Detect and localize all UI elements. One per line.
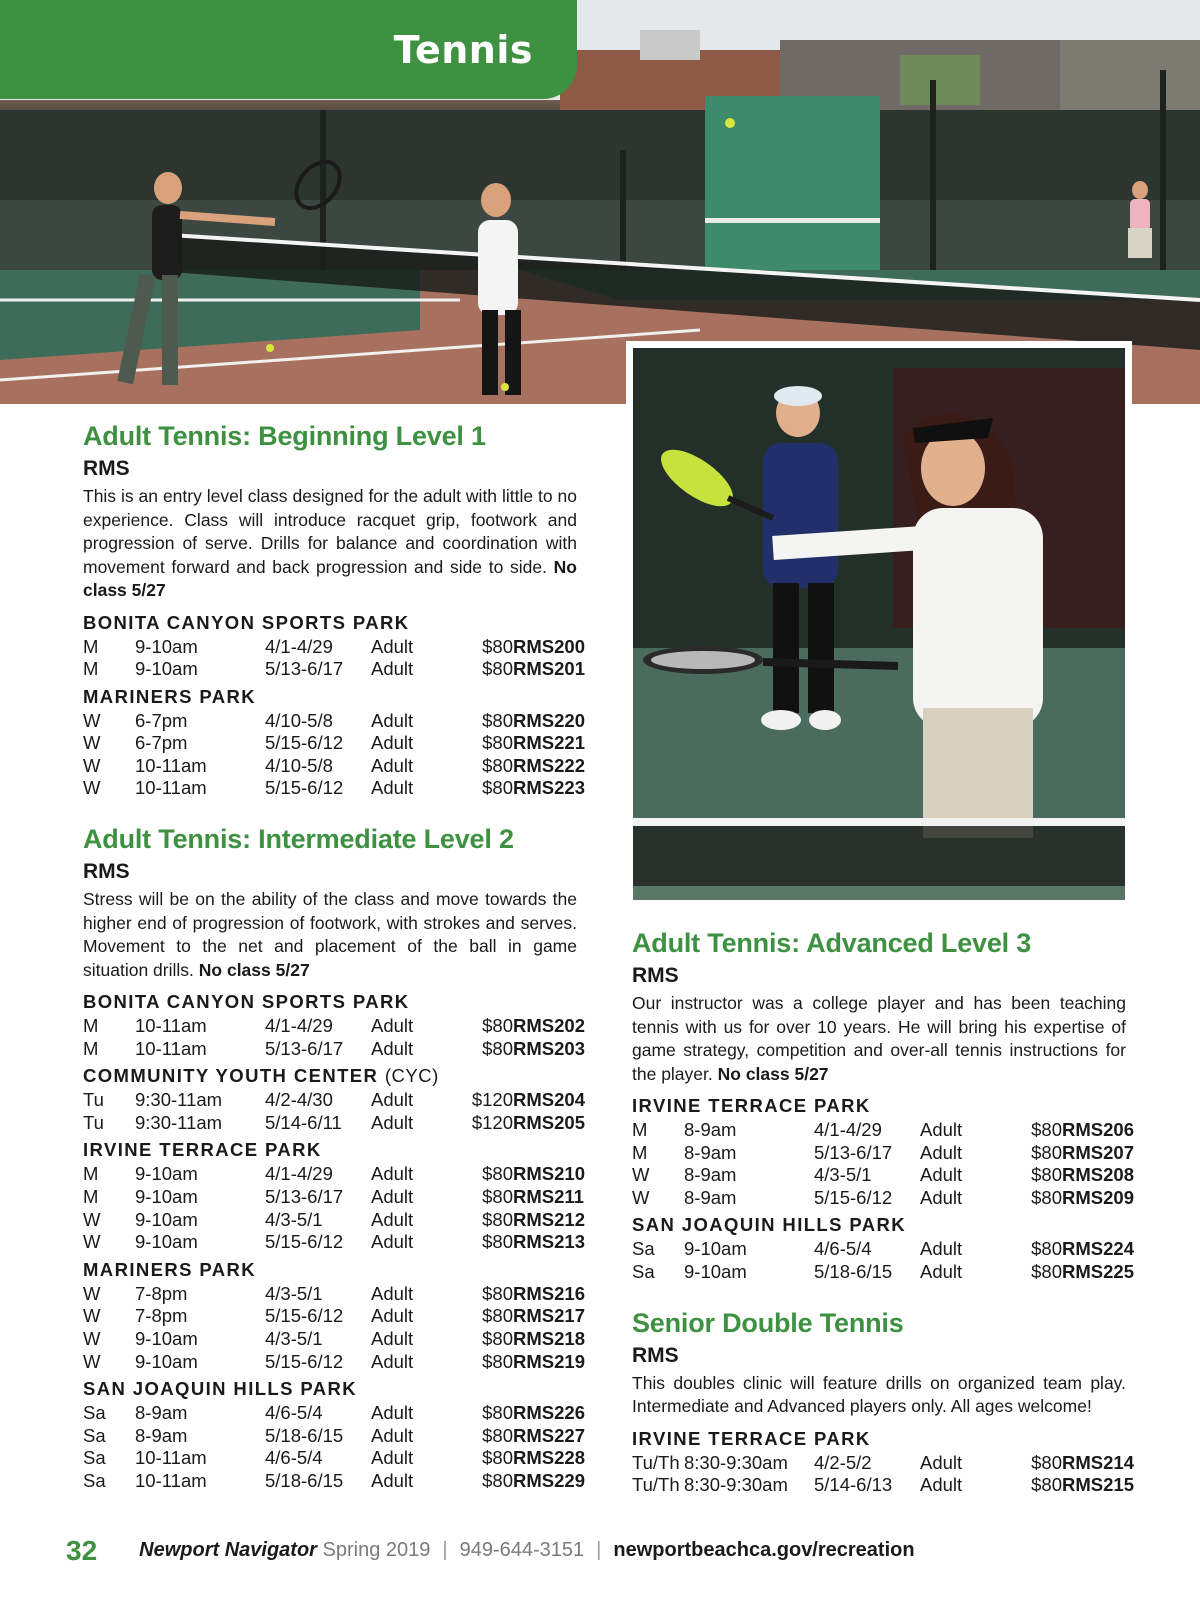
fee-cell: $80: [482, 754, 513, 776]
day-cell: Tu/Th: [632, 1451, 680, 1473]
course-code-cell: RMS210: [513, 1163, 585, 1185]
fee-cell: $80: [482, 1469, 513, 1491]
fee-cell: $80: [482, 1424, 513, 1446]
age-group-cell: Adult: [371, 635, 414, 657]
time-cell: 8-9am: [684, 1119, 737, 1140]
fee-cell: $80: [482, 1402, 513, 1424]
fee-cell: $80: [482, 1037, 513, 1059]
fee-cell: $80: [482, 1350, 513, 1372]
class-description: [83, 888, 577, 982]
course-code-cell: RMS203: [513, 1037, 585, 1059]
date-range-cell: 5/18-6/15: [265, 1424, 344, 1446]
day-cell: M: [83, 1015, 99, 1037]
class-description: [83, 485, 577, 603]
time-cell: 9-10am: [684, 1260, 747, 1282]
date-range-cell: 5/15-6/12: [814, 1186, 893, 1208]
fee-cell: $80: [482, 1305, 513, 1327]
time-cell: 9-10am: [135, 1231, 198, 1253]
age-group-cell: Adult: [371, 1111, 414, 1133]
day-cell: M: [83, 1163, 99, 1185]
schedule-row: [83, 1037, 585, 1061]
class-section: [632, 1306, 1134, 1497]
schedule-row: [83, 732, 585, 755]
park-name: IRVINE TERRACE PARK: [83, 1139, 322, 1161]
fee-cell: $80: [482, 1328, 513, 1349]
park-heading: [632, 1213, 1126, 1237]
day-cell: Tu: [83, 1111, 104, 1133]
page-footer: [66, 1533, 915, 1567]
description-text: This doubles clinic will feature drills on organized team play. Intermediate and Advanced players only. All ages welcome!: [632, 1372, 1126, 1417]
age-group-cell: Adult: [371, 1305, 414, 1327]
date-range-cell: 4/1-4/29: [265, 1163, 333, 1185]
age-group-cell: Adult: [920, 1238, 963, 1260]
fee-cell: $80: [1031, 1186, 1062, 1208]
course-code-cell: RMS220: [513, 709, 585, 731]
age-group-cell: Adult: [371, 658, 414, 680]
date-range-cell: 4/1-4/29: [265, 635, 333, 657]
age-group-cell: Adult: [371, 754, 414, 776]
day-cell: Tu: [83, 1089, 104, 1111]
date-range-cell: 4/6-5/4: [814, 1238, 872, 1260]
time-cell: 10-11am: [135, 1015, 207, 1037]
schedule-row: [83, 1402, 585, 1425]
park-heading: [83, 685, 577, 709]
time-cell: 9-10am: [135, 658, 198, 680]
course-code-cell: RMS215: [1062, 1474, 1134, 1496]
no-class-note: No class 5/27: [198, 959, 310, 980]
day-cell: W: [83, 754, 101, 776]
age-group-cell: Adult: [371, 1282, 414, 1304]
class-description: [632, 1372, 1126, 1419]
time-cell: 9-10am: [135, 1208, 198, 1230]
age-group-cell: Adult: [371, 1186, 414, 1208]
day-cell: Tu/Th: [632, 1474, 680, 1496]
age-group-cell: Adult: [371, 1037, 414, 1059]
class-title: Adult Tennis: Intermediate Level 2: [83, 824, 514, 855]
age-group-cell: Adult: [371, 1328, 414, 1349]
course-code-cell: RMS221: [513, 732, 585, 754]
schedule-row: [632, 1451, 1134, 1475]
date-range-cell: 5/15-6/12: [265, 777, 344, 799]
day-cell: M: [83, 658, 99, 680]
age-group-cell: Adult: [371, 1208, 414, 1230]
course-code-cell: RMS216: [513, 1282, 585, 1304]
schedule-row: [83, 777, 585, 800]
day-cell: Sa: [83, 1447, 106, 1469]
course-code-cell: RMS228: [513, 1447, 585, 1469]
age-group-cell: Adult: [920, 1186, 963, 1208]
class-section: [83, 822, 585, 1493]
class-code-prefix: RMS: [83, 860, 130, 884]
park-heading: [83, 1377, 577, 1401]
left-column: [83, 419, 585, 1515]
time-cell: 9:30-11am: [135, 1089, 223, 1111]
schedule-row: [83, 1447, 585, 1470]
time-cell: 8-9am: [135, 1402, 188, 1424]
course-code-cell: RMS229: [513, 1469, 585, 1491]
park-heading: [83, 1064, 577, 1088]
time-cell: 10-11am: [135, 1037, 207, 1059]
fee-cell: $80: [482, 1186, 513, 1208]
park-name: BONITA CANYON SPORTS PARK: [83, 991, 410, 1013]
description-text: This is an entry level class designed for the adult with little to no experience. Class will introduce racquet grip, footwork and progression of serve. Drills for balance and coordination with movement forward and back progression and side to side.: [83, 486, 577, 577]
day-cell: Sa: [83, 1469, 106, 1491]
date-range-cell: 5/15-6/12: [265, 732, 344, 754]
date-range-cell: 4/2-4/30: [265, 1089, 333, 1111]
fee-cell: $80: [482, 1282, 513, 1304]
date-range-cell: 4/3-5/1: [265, 1282, 323, 1304]
course-code-cell: RMS201: [513, 658, 585, 680]
schedule-row: [632, 1119, 1134, 1142]
age-group-cell: Adult: [371, 1231, 414, 1253]
no-class-note: No class 5/27: [83, 556, 577, 600]
class-title: Senior Double Tennis: [632, 1307, 904, 1338]
website-link[interactable]: newportbeachca.gov/recreation: [613, 1539, 915, 1561]
day-cell: W: [83, 1231, 101, 1253]
age-group-cell: Adult: [920, 1119, 963, 1140]
schedule-row: [632, 1141, 1134, 1165]
age-group-cell: Adult: [371, 777, 414, 799]
date-range-cell: 5/13-6/17: [265, 1186, 344, 1208]
fee-cell: $80: [1031, 1474, 1062, 1496]
day-cell: M: [632, 1119, 648, 1140]
time-cell: 10-11am: [135, 777, 207, 799]
schedule-row: [83, 1305, 585, 1328]
age-group-cell: Adult: [371, 1015, 414, 1037]
description-text: Stress will be on the ability of the class and move towards the higher end of progression of footwork, with strokes and serves. Movement to the net and placement of the ball in game situation drills.: [83, 889, 577, 980]
time-cell: 9:30-11am: [135, 1111, 223, 1133]
fee-cell: $80: [482, 732, 513, 754]
fee-cell: $80: [1031, 1164, 1062, 1186]
course-code-cell: RMS213: [513, 1231, 585, 1253]
fee-cell: $80: [1031, 1119, 1062, 1140]
course-code-cell: RMS208: [1062, 1164, 1134, 1186]
fee-cell: $80: [1031, 1238, 1062, 1260]
schedule-row: [83, 1350, 585, 1374]
fee-cell: $80: [482, 1231, 513, 1253]
course-code-cell: RMS225: [1062, 1260, 1134, 1282]
day-cell: W: [83, 1328, 101, 1349]
class-section: [632, 926, 1134, 1284]
time-cell: 7-8pm: [135, 1305, 188, 1327]
schedule-row: [83, 1111, 585, 1135]
course-code-cell: RMS209: [1062, 1186, 1134, 1208]
age-group-cell: Adult: [920, 1474, 963, 1496]
park-name: BONITA CANYON SPORTS PARK: [83, 611, 410, 633]
tennis-players-photo: [633, 348, 1125, 900]
inset-photo: [626, 341, 1132, 907]
course-code-cell: RMS219: [513, 1350, 585, 1372]
age-group-cell: Adult: [371, 1424, 414, 1446]
time-cell: 10-11am: [135, 754, 207, 776]
park-heading: [83, 1138, 577, 1162]
schedule-row: [632, 1186, 1134, 1210]
course-code-cell: RMS222: [513, 754, 585, 776]
schedule-row: [83, 1469, 585, 1493]
schedule-row: [632, 1164, 1134, 1187]
schedule-row: [83, 1208, 585, 1232]
day-cell: W: [632, 1186, 650, 1208]
date-range-cell: 4/10-5/8: [265, 709, 333, 731]
age-group-cell: Adult: [371, 709, 414, 731]
age-group-cell: Adult: [371, 1350, 414, 1372]
course-code-cell: RMS205: [513, 1111, 585, 1133]
age-group-cell: Adult: [371, 1402, 414, 1424]
fee-cell: $120: [471, 1089, 513, 1111]
schedule-row: [83, 1089, 585, 1112]
time-cell: 6-7pm: [135, 732, 188, 754]
day-cell: W: [83, 1350, 101, 1372]
date-range-cell: 4/1-4/29: [814, 1119, 882, 1140]
date-range-cell: 5/13-6/17: [265, 658, 344, 680]
time-cell: 8-9am: [684, 1186, 737, 1208]
class-code-prefix: RMS: [632, 964, 679, 987]
course-code-cell: RMS202: [513, 1015, 585, 1037]
fee-cell: $80: [482, 1208, 513, 1230]
course-code-cell: RMS218: [513, 1328, 585, 1349]
course-code-cell: RMS211: [513, 1186, 584, 1208]
time-cell: 9-10am: [135, 1350, 198, 1372]
park-name: COMMUNITY YOUTH CENTER: [83, 1065, 379, 1087]
day-cell: W: [83, 1208, 101, 1230]
course-code-cell: RMS206: [1062, 1119, 1134, 1140]
fee-cell: $80: [1031, 1141, 1062, 1163]
park-name: IRVINE TERRACE PARK: [632, 1095, 871, 1116]
park-name: IRVINE TERRACE PARK: [632, 1427, 871, 1449]
day-cell: Sa: [632, 1238, 655, 1260]
course-code-cell: RMS204: [513, 1089, 585, 1111]
course-code-cell: RMS200: [513, 635, 585, 657]
class-title: Adult Tennis: Advanced Level 3: [632, 928, 1032, 958]
date-range-cell: 4/10-5/8: [265, 754, 333, 776]
date-range-cell: 5/18-6/15: [265, 1469, 344, 1491]
course-code-cell: RMS214: [1062, 1451, 1134, 1473]
date-range-cell: 5/14-6/11: [265, 1111, 342, 1133]
right-column: [632, 926, 1134, 1519]
class-code-prefix: RMS: [632, 1343, 679, 1367]
class-code-prefix: RMS: [83, 457, 130, 480]
schedule-row: [83, 658, 585, 681]
course-code-cell: RMS226: [513, 1402, 585, 1424]
fee-cell: $80: [1031, 1451, 1062, 1473]
date-range-cell: 5/13-6/17: [814, 1141, 893, 1163]
date-range-cell: 5/13-6/17: [265, 1037, 344, 1059]
time-cell: 9-10am: [135, 1328, 198, 1349]
course-code-cell: RMS227: [513, 1424, 585, 1446]
fee-cell: $120: [471, 1111, 513, 1133]
time-cell: 6-7pm: [135, 709, 188, 731]
park-heading: [632, 1094, 1126, 1118]
time-cell: 8:30-9:30am: [684, 1451, 788, 1473]
page-title: Tennis: [393, 28, 533, 72]
schedule-row: [632, 1238, 1134, 1261]
time-cell: 10-11am: [135, 1469, 207, 1491]
course-code-cell: RMS224: [1062, 1238, 1134, 1260]
course-code-cell: RMS217: [513, 1305, 585, 1327]
date-range-cell: 5/14-6/13: [814, 1474, 893, 1496]
age-group-cell: Adult: [371, 1447, 414, 1469]
age-group-cell: Adult: [371, 1089, 414, 1111]
class-description: [632, 992, 1126, 1086]
time-cell: 8-9am: [135, 1424, 188, 1446]
age-group-cell: Adult: [371, 1469, 414, 1491]
no-class-note: No class 5/27: [717, 1063, 829, 1084]
schedule-row: [83, 709, 585, 733]
date-range-cell: 4/1-4/29: [265, 1015, 333, 1037]
date-range-cell: 5/15-6/12: [265, 1350, 344, 1372]
fee-cell: $80: [1031, 1260, 1062, 1282]
fee-cell: $80: [482, 658, 513, 680]
time-cell: 8-9am: [684, 1164, 737, 1186]
date-range-cell: 4/3-5/1: [814, 1164, 872, 1186]
schedule-row: [632, 1474, 1134, 1497]
day-cell: W: [632, 1164, 650, 1186]
class-title: Adult Tennis: Beginning Level 1: [83, 421, 486, 451]
age-group-cell: Adult: [920, 1451, 963, 1473]
time-cell: 8-9am: [684, 1141, 737, 1163]
park-heading: [83, 1258, 577, 1282]
day-cell: M: [632, 1141, 648, 1163]
schedule-row: [83, 1328, 585, 1351]
date-range-cell: 5/15-6/12: [265, 1231, 344, 1253]
date-range-cell: 5/15-6/12: [265, 1305, 344, 1327]
park-name: SAN JOAQUIN HILLS PARK: [83, 1378, 358, 1400]
schedule-row: [83, 1186, 584, 1209]
schedule-row: [83, 1424, 585, 1448]
date-range-cell: 4/3-5/1: [265, 1328, 323, 1349]
schedule-row: [83, 1015, 585, 1038]
day-cell: W: [83, 732, 101, 754]
schedule-row: [83, 1163, 585, 1186]
age-group-cell: Adult: [920, 1164, 963, 1186]
day-cell: M: [83, 635, 99, 657]
day-cell: W: [83, 709, 101, 731]
time-cell: 10-11am: [135, 1447, 207, 1469]
time-cell: 7-8pm: [135, 1282, 188, 1304]
date-range-cell: 4/6-5/4: [265, 1402, 323, 1424]
schedule-row: [83, 1282, 585, 1306]
fee-cell: $80: [482, 1447, 513, 1469]
publication-name: Newport Navigator: [139, 1539, 317, 1561]
time-cell: 9-10am: [135, 1186, 198, 1208]
time-cell: 9-10am: [135, 635, 198, 657]
page-number: 32: [66, 1534, 98, 1566]
fee-cell: $80: [482, 1163, 513, 1185]
course-code-cell: RMS207: [1062, 1141, 1134, 1163]
section-title-tab: [0, 0, 577, 99]
age-group-cell: Adult: [920, 1141, 963, 1163]
age-group-cell: Adult: [920, 1260, 963, 1282]
date-range-cell: 4/2-5/2: [814, 1451, 872, 1473]
schedule-row: [83, 1231, 585, 1254]
footer-separator: |: [442, 1539, 448, 1561]
day-cell: Sa: [632, 1260, 655, 1282]
age-group-cell: Adult: [371, 732, 414, 754]
description-text: Our instructor was a college player and has been teaching tennis with us for over 10 years. He will bring his expertise of game strategy, competition and over-all tennis instructions for the player.: [632, 993, 1126, 1084]
day-cell: Sa: [83, 1424, 106, 1446]
park-name: MARINERS PARK: [83, 685, 257, 707]
schedule-row: [83, 635, 585, 659]
park-name: MARINERS PARK: [83, 1258, 257, 1280]
footer-separator: |: [596, 1539, 602, 1561]
date-range-cell: 4/6-5/4: [265, 1447, 323, 1469]
phone-number: 949-644-3151: [459, 1539, 585, 1561]
fee-cell: $80: [482, 777, 513, 799]
fee-cell: $80: [482, 635, 513, 657]
day-cell: M: [83, 1037, 99, 1059]
day-cell: W: [83, 1282, 101, 1304]
fee-cell: $80: [482, 1015, 513, 1037]
park-heading: [83, 990, 577, 1014]
course-code-cell: RMS223: [513, 777, 585, 799]
class-section: [83, 419, 585, 800]
date-range-cell: 5/18-6/15: [814, 1260, 893, 1282]
day-cell: M: [83, 1186, 99, 1208]
park-heading: [632, 1427, 1126, 1451]
time-cell: 9-10am: [684, 1238, 747, 1260]
age-group-cell: Adult: [371, 1163, 414, 1185]
time-cell: 9-10am: [135, 1163, 198, 1185]
day-cell: W: [83, 1305, 101, 1327]
park-abbreviation: (CYC): [384, 1065, 439, 1087]
course-code-cell: RMS212: [513, 1208, 585, 1230]
park-name: SAN JOAQUIN HILLS PARK: [632, 1214, 907, 1236]
schedule-row: [83, 754, 585, 778]
day-cell: W: [83, 777, 101, 799]
day-cell: Sa: [83, 1402, 106, 1424]
date-range-cell: 4/3-5/1: [265, 1208, 323, 1230]
season-label: Spring 2019: [322, 1539, 431, 1561]
park-heading: [83, 611, 577, 635]
schedule-row: [632, 1260, 1134, 1284]
time-cell: 8:30-9:30am: [684, 1474, 788, 1496]
fee-cell: $80: [482, 709, 513, 731]
